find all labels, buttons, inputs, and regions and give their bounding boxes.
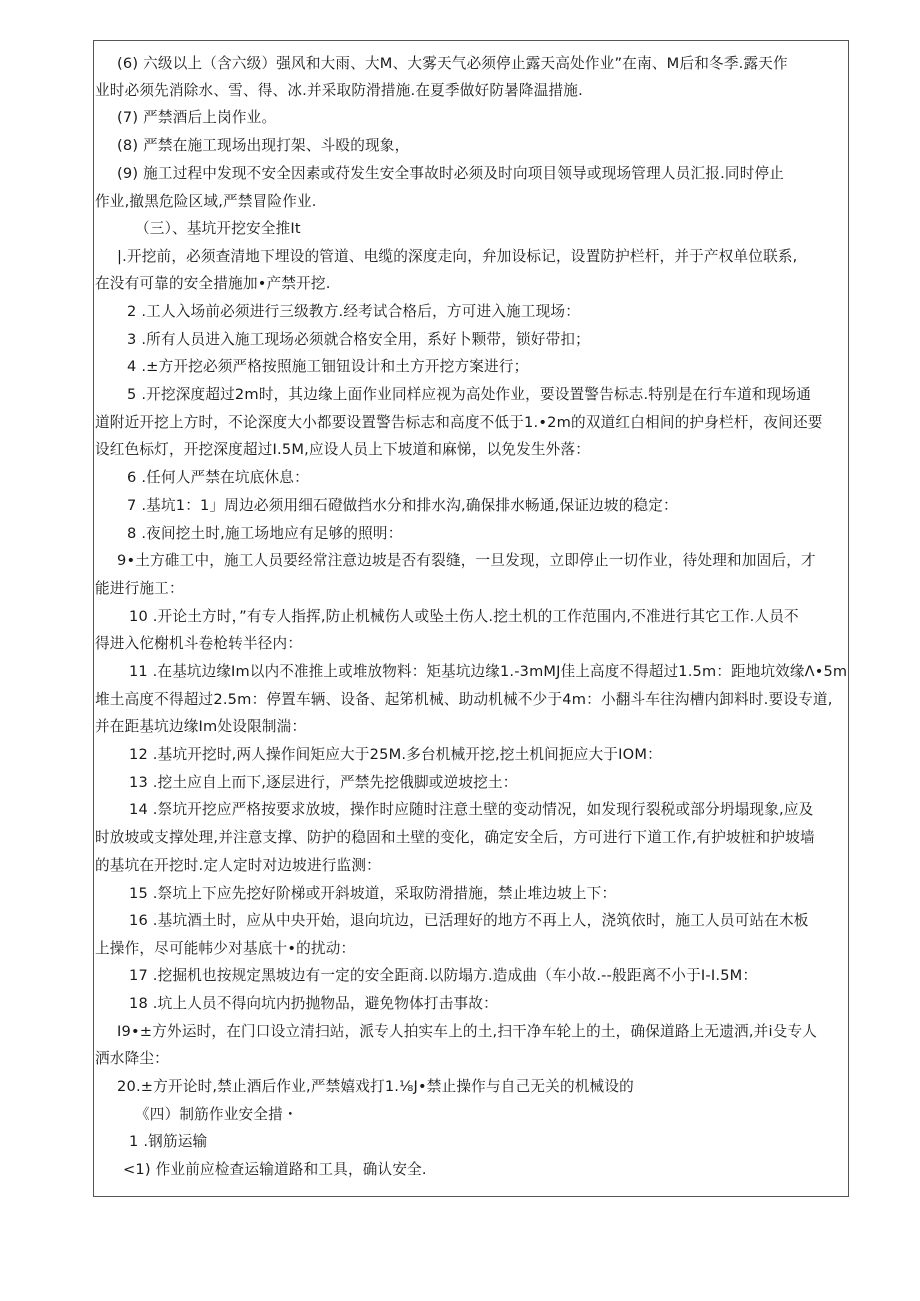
item-13: 13 .挖土应自上而下,逐层进行，严禁先挖俄脚或逆坡挖土：: [129, 774, 518, 791]
section-heading-4: 《四）制筋作业安全措・: [135, 1106, 298, 1123]
subsection-rebar-transport: 1 .钢筋运输: [129, 1133, 208, 1150]
para-8: (8) 严禁在施工现场出现打架、斗殴的现象，: [117, 137, 410, 154]
para-9-line-1: (9) 施工过程中发现不安全因素或苻发生安全事故时必须及时向项目领导或现场管理人员汇报.同时停止: [117, 165, 785, 182]
item-15: 15 .祭坑上下应先挖好阶梯或开斜坡道，采取防滑措施，禁止堆边坡上下：: [129, 885, 617, 902]
item-19-line-1: I9•±方外运时，在门口设立清扫站，派专人拍实车上的土,扫干净车轮上的土，确保道路上无遗洒,并i殳专人: [117, 1023, 818, 1040]
item-14-line-3: 的基坑在开挖时.定人定时对边坡进行监测：: [95, 857, 381, 874]
item-11-line-2: 堆土高度不得超过2.5m：停置车辆、设备、起笫机械、助动机械不少于4m：小翻斗车往沟槽内卸料时.要设专道,: [95, 691, 833, 708]
item-10-line-2: 得进入佗榭机斗卷枪转半径内：: [95, 635, 303, 652]
para-9-line-2: 作业,撤黑危险区域,严禁冒险作业.: [95, 193, 317, 210]
item-14-line-1: 14 .祭坑开挖应严格按要求放坡，操作时应随时注意土壁的变动情况，如发现行裂税或部分坍塌现象,应及: [129, 801, 814, 818]
para-6-line-2: 业时必须先消除水、雪、得、冰.并采取防滑措施.在夏季做好防暑降温措施.: [95, 82, 583, 99]
item-17: 17 .挖掘机也按规定黑坡边有一定的安全距商.以防塌方.造成曲（车小故.--般距离不小于I-I.5M：: [129, 967, 758, 984]
item-8: 8 .夜间挖土时,施工场地应有足够的照明：: [127, 525, 403, 542]
section-heading-3: （三）、基坑开挖安全推It: [135, 220, 301, 237]
item-9-line-2: 能进行施工：: [95, 580, 184, 597]
item-9-line-1: 9•土方碓工中，施工人员要经常注意边坡是否有裂缝，一旦发现，立即停止一切作业，待处理和加固后，才: [117, 552, 816, 569]
item-1-line-2: 在没有可靠的安全措施加•产禁开挖.: [95, 275, 331, 292]
item-1-line-1: |.开挖前，必须查清地下埋设的管道、电缆的深度走向，弁加设标记，设置防护栏杆，并于产权单位联系,: [117, 248, 798, 265]
item-2: 2 .工人入场前必须进行三级教方.经考试合格后，方可进入施工现场：: [127, 303, 581, 320]
item-11-line-1: 11 .在基坑边缘Im以内不准推上或堆放物料：矩基坑边缘1.-3mMJ佳上高度不得超过1.5m：距地坑效缘Λ•5m: [129, 663, 848, 680]
item-11-line-3: 并在距基坑边缘Im处设限制湍：: [95, 718, 307, 735]
subitem-1: <1) 作业前应检查运输道路和工具，确认安全.: [123, 1161, 427, 1178]
item-5-line-2: 道附近开挖上方时，不论深度大小都要设置警告标志和高度不低于1.•2m的双道红白相间的护身栏杆，夜间还要: [95, 414, 823, 431]
item-4: 4 .±方开挖必须严格按照施工钿钮设计和土方开挖方案进行；: [127, 358, 529, 375]
item-16-line-1: 16 .基坑酒土时，应从中央开始，退向坑边，已活理好的地方不再上人，浇筑依时，施工人员可站在木板: [129, 912, 809, 929]
item-14-line-2: 时放坡或支撑处理,并注意支撑、防护的稳固和土壁的变化，确定安全后，方可进行下道工作,有护坡桩和护坡墙: [95, 829, 815, 846]
item-19-line-2: 洒水降尘：: [95, 1050, 169, 1067]
para-6-line-1: (6) 六级以上（含六级）强风和大雨、大M、大雾天气必须停止露天高处作业”在南、M后和冬季.露天作: [117, 55, 788, 72]
item-18: 18 .坑上人员不得向坑内扔抛物品，避免物体打击事故：: [129, 995, 498, 1012]
item-7: 7 .基坑1：1」周边必须用细石磴做挡水分和排水沟,确保排水畅通,保证边坡的稳定：: [127, 497, 678, 514]
item-20: 20.±方开论时,禁止酒后作业,严禁嬉戏打1.⅛J•禁止操作与自己无关的机械设的: [117, 1078, 634, 1095]
item-6: 6 .任何人严禁在坑底休息：: [127, 469, 309, 486]
item-5-line-1: 5 .开挖深度超过2m时，其边缘上面作业同样应视为高处作业，要设置警告标志.特别是在行车道和现场通: [127, 386, 812, 403]
item-12: 12 .基坑开挖时,两人操作间矩应大于25M.多台机械开挖,挖土机间扼应大于IOM：: [129, 746, 662, 763]
item-5-line-3: 设红色标灯，开挖深度超过I.5M,应设人员上下坡道和麻悌，以免发生外落：: [95, 441, 591, 458]
item-16-line-2: 上操作，尽可能帏少对基底十•的扰动：: [95, 940, 356, 957]
para-7: (7) 严禁酒后上岗作业。: [117, 109, 277, 126]
item-3: 3 .所有人员进入施工现场必须就合格安全用，系好卜颗带，锁好带扣；: [127, 331, 590, 348]
item-10-line-1: 10 .开论土方时，”有专人指挥,防止机械伤人或坠土伤人.挖土机的工作范围内,不准进行其它工作.人员不: [129, 608, 799, 625]
